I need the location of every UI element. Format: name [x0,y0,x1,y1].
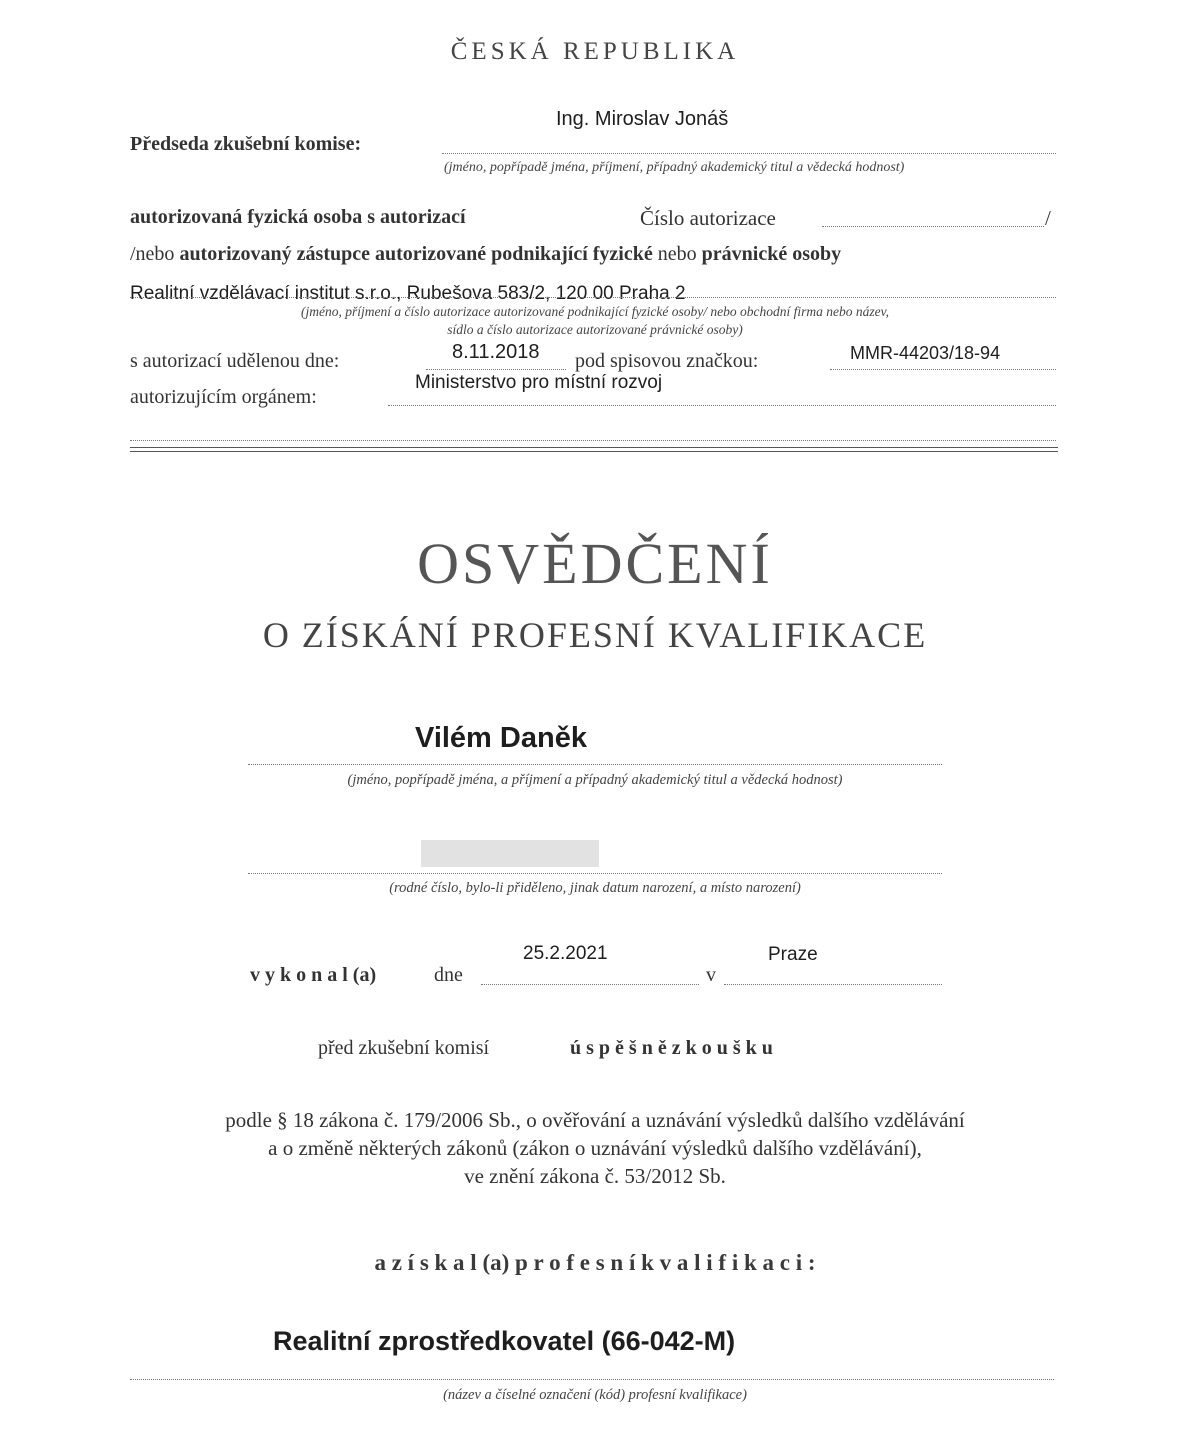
authority-line [388,405,1056,406]
authorization-number-line [822,226,1044,227]
chairman-label: Předseda zkušební komise: [130,133,362,155]
blank-line [130,440,1056,441]
authorization-person-label: autorizovaná fyzická osoba s autorizací [130,206,466,228]
holder-name-hint: (jméno, popřípadě jména, a příjmení a případný akademický titul a vědecká hodnost) [347,772,843,788]
performed-label: v y k o n a l (a) [250,964,377,986]
qualification-line [130,1379,1054,1380]
authorization-line2-mid: nebo [657,243,697,265]
authorization-number-label: Číslo autorizace [640,206,776,230]
exam-place: Praze [768,944,818,965]
granted-date: 8.11.2018 [452,341,540,363]
file-line [830,369,1056,370]
granted-line [426,369,566,370]
committee-text: před zkušební komisí [318,1037,490,1059]
authority-value: Ministerstvo pro místní rozvoj [415,372,663,393]
exam-date-line [481,984,699,985]
holder-name-line [248,764,942,765]
institute-hint-2: sídlo a číslo autorizace autorizované právnické osoby) [447,322,743,337]
chairman-line [442,153,1056,154]
qualification-value: Realitní zprostředkovatel (66-042-M) [273,1326,736,1356]
section-divider-bottom [130,451,1058,452]
exam-place-label: v [706,964,716,986]
country-heading: ČESKÁ REPUBLIKA [450,38,740,65]
authorization-line2-bold1: autorizovaný zástupce autorizované podnikající fyzické [179,243,653,265]
document-title: OSVĚDČENÍ [417,531,773,596]
institute-value: Realitní vzdělávací institut s.r.o., Rubešova 583/2, 120 00 Praha 2 [130,283,686,304]
law-line-1: podle § 18 zákona č. 179/2006 Sb., o ověřování a uznávání výsledků dalšího vzdělávání [225,1108,965,1132]
authorization-number-suffix: / [1045,206,1051,230]
authority-label: autorizujícím orgánem: [130,386,317,408]
qualification-hint: (název a číselné označení (kód) profesní kvalifikace) [443,1387,747,1403]
birth-hint: (rodné číslo, bylo-li přiděleno, jinak datum narození, a místo narození) [389,880,801,896]
authorization-line2 [130,243,841,266]
authorization-line2-bold2: právnické osoby [701,243,842,265]
success-text: ú s p ě š n ě z k o u š k u [570,1037,773,1059]
granted-label: s autorizací udělenou dne: [130,350,340,372]
birth-line [248,873,942,874]
institute-line [130,297,1056,298]
law-line-2: a o změně některých zákonů (zákon o uznávání výsledků dalšího vzdělávání), [268,1136,922,1160]
chairman-name: Ing. Miroslav Jonáš [556,108,729,130]
redacted-birth-info [421,840,599,867]
exam-date: 25.2.2021 [523,943,608,964]
document-subtitle: O ZÍSKÁNÍ PROFESNÍ KVALIFIKACE [262,615,928,655]
exam-date-label: dne [434,964,463,986]
file-label: pod spisovou značkou: [575,350,759,372]
file-number: MMR-44203/18-94 [850,343,1001,363]
qualification-heading: a z í s k a l (a) p r o f e s n í k v a l i f i k a c i : [374,1250,816,1275]
chairman-hint: (jméno, popřípadě jména, příjmení, případný akademický titul a vědecká hodnost) [444,160,905,175]
holder-name: Vilém Daněk [415,722,587,754]
exam-place-line [724,984,942,985]
section-divider-top [130,447,1058,448]
law-line-3: ve znění zákona č. 53/2012 Sb. [464,1164,726,1188]
authorization-line2-prefix: /nebo [130,243,175,265]
institute-hint-1: (jméno, příjmení a číslo autorizace autorizované podnikající fyzické osoby/ nebo obchodní firma nebo název, [300,304,889,319]
